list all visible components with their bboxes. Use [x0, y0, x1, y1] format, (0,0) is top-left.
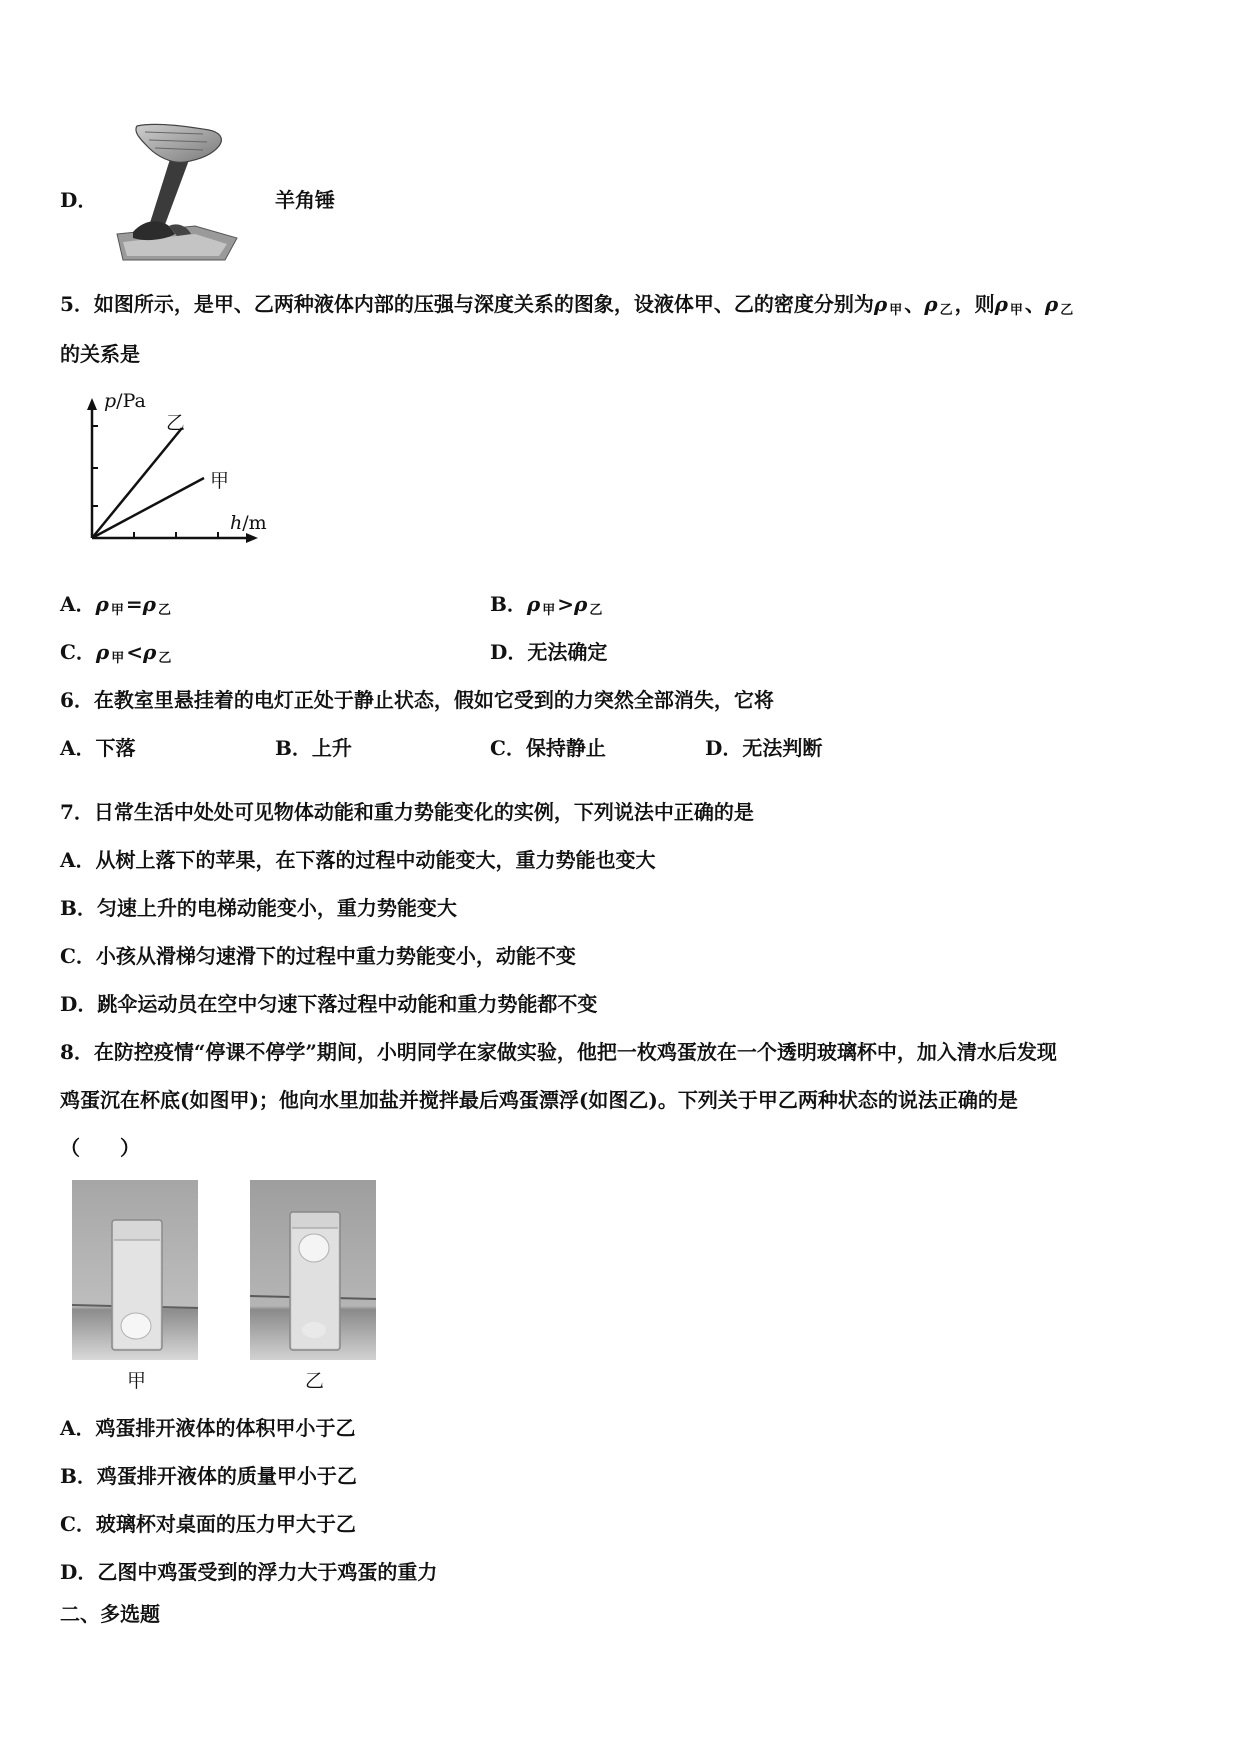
- q6-option-b[interactable]: B．上升: [275, 736, 352, 760]
- q8-option-c[interactable]: C．玻璃杯对桌面的压力甲大于乙: [60, 1512, 356, 1536]
- q5-stem-part-a: 5．如图所示，是甲、乙两种液体内部的压强与深度关系的图象，设液体甲、乙的密度分别为: [60, 292, 874, 316]
- q6-option-a[interactable]: A．下落: [60, 736, 136, 760]
- subscript-yi: 乙: [939, 303, 953, 318]
- q7-stem: 7．日常生活中处处可见物体动能和重力势能变化的实例，下列说法中正确的是: [60, 800, 754, 824]
- q8-stem-line3: （ ）: [60, 1136, 140, 1160]
- subscript-jia: 甲: [1009, 303, 1023, 318]
- y-axis-label: p/Pa: [104, 390, 146, 412]
- q7-option-b[interactable]: B．匀速上升的电梯动能变小，重力势能变大: [60, 896, 457, 920]
- egg-sinking-photo: [72, 1180, 198, 1360]
- separator: 、: [904, 292, 925, 316]
- rho-symbol: ρ: [924, 292, 938, 316]
- q8-option-d[interactable]: D．乙图中鸡蛋受到的浮力大于鸡蛋的重力: [60, 1560, 438, 1584]
- rho-symbol: ρ: [873, 292, 888, 316]
- pressure-depth-graph: [80, 390, 270, 550]
- line-jia-label: 甲: [210, 470, 230, 492]
- q8-option-b[interactable]: B．鸡蛋排开液体的质量甲小于乙: [60, 1464, 357, 1488]
- section-heading: 二、多选题: [60, 1602, 160, 1626]
- rho-symbol: ρ: [994, 292, 1008, 316]
- q8-stem-line1: 8．在防控疫情“停课不停学”期间，小明同学在家做实验，他把一枚鸡蛋放在一个透明玻璃杯中，加入清水后发现: [60, 1040, 1057, 1064]
- q8-option-a[interactable]: A．鸡蛋排开液体的体积甲小于乙: [60, 1416, 356, 1440]
- q6-option-c[interactable]: C．保持静止: [490, 736, 606, 760]
- photo-label-yi: 乙: [305, 1370, 325, 1392]
- line-yi: [92, 428, 182, 538]
- q6-stem: 6．在教室里悬挂着的电灯正处于静止状态，假如它受到的力突然全部消失，它将: [60, 688, 774, 712]
- q4-option-d-letter: D．: [60, 188, 98, 212]
- q7-option-c[interactable]: C．小孩从滑梯匀速滑下的过程中重力势能变小，动能不变: [60, 944, 576, 968]
- x-axis-label: h/m: [230, 512, 267, 534]
- egg-floating-photo: [250, 1180, 376, 1360]
- subscript-jia: 甲: [889, 303, 903, 318]
- q5-option-d[interactable]: D．无法确定: [490, 640, 608, 664]
- rho-symbol: ρ: [1044, 292, 1059, 316]
- y-axis-arrow: [87, 398, 97, 410]
- separator: 、: [1024, 292, 1045, 316]
- q4-option-d-text: 羊角锤: [275, 188, 335, 212]
- q8-stem-line2: 鸡蛋沉在杯底(如图甲)；他向水里加盐并搅拌最后鸡蛋漂浮(如图乙)。下列关于甲乙两种状态的说法正确的是: [60, 1088, 1018, 1112]
- q5-stem-line1: [60, 290, 1075, 325]
- q5-option-c[interactable]: C．ρ $_甲$ <ρ $_乙$: [60, 640, 172, 666]
- q7-option-a[interactable]: A．从树上落下的苹果，在下落的过程中动能变大，重力势能也变大: [60, 848, 656, 872]
- photo-label-jia: 甲: [127, 1370, 147, 1392]
- line-yi-label: 乙: [166, 412, 186, 434]
- subscript-yi: 乙: [1060, 303, 1074, 318]
- q7-option-d[interactable]: D．跳伞运动员在空中匀速下落过程中动能和重力势能都不变: [60, 992, 598, 1016]
- q5-option-a[interactable]: A．ρ $_甲$ =ρ $_乙$: [60, 592, 171, 618]
- q5-option-b[interactable]: B．ρ $_甲$ >ρ $_乙$: [490, 592, 603, 618]
- x-axis-arrow: [246, 533, 258, 543]
- q6-option-d[interactable]: D．无法判断: [705, 736, 823, 760]
- claw-hammer-image: [115, 122, 245, 262]
- q5-stem-line2: 的关系是: [60, 342, 140, 366]
- line-jia: [92, 478, 204, 538]
- q5-stem-part-b: ，则: [954, 292, 995, 316]
